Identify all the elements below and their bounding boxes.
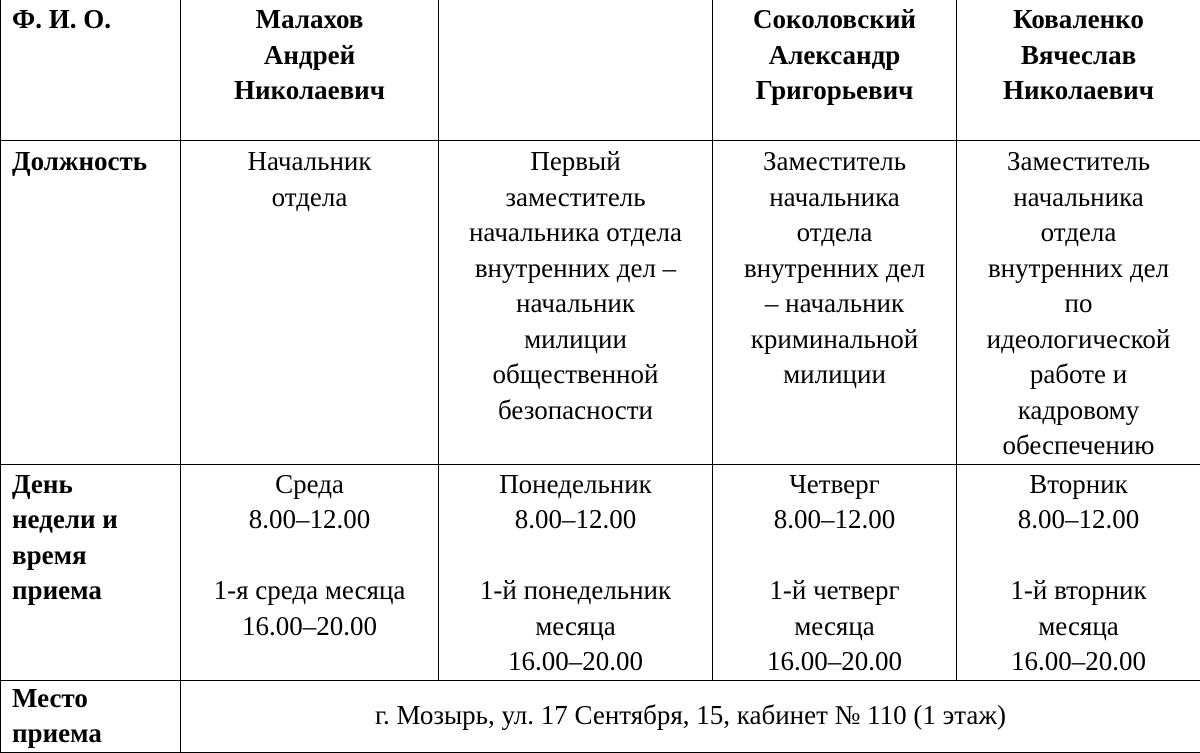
label-schedule-line: приема [12,573,178,609]
schedule-spacer [183,538,436,574]
weekly-hours-line: Среда [183,467,436,503]
weekly-hours-line: 8.00–12.00 [959,502,1198,538]
schedule-cell-3 [957,464,1200,680]
position-cell-0-line: Начальник [183,144,436,180]
position-cell-2-line: отдела [715,215,954,251]
position-cell-1-line: безопасности [441,393,710,429]
label-place-line: Место [12,681,178,717]
row-position [1,141,1200,465]
position-cell-3-line: Заместитель [959,144,1198,180]
schedule-spacer [441,538,710,574]
position-cell-1-line: общественной [441,357,710,393]
row-schedule [1,464,1200,680]
label-place [1,680,181,752]
position-cell-2-line: криминальной [715,322,954,358]
monthly-hours-line: 1-й вторник [959,573,1198,609]
weekly-hours-line: Понедельник [441,467,710,503]
name-cell-3 [957,0,1200,141]
position-cell-1-line: внутренних дел – [441,251,710,287]
name-cell-3-line: Николаевич [959,73,1198,109]
name-cell-3-line: Коваленко [959,2,1198,38]
position-cell-3-line: кадровому [959,393,1198,429]
position-cell-0-line: отдела [183,180,436,216]
position-cell-3-line: обеспечению [959,428,1198,464]
name-cell-2-line: Соколовский [715,2,954,38]
position-cell-2-line: Заместитель [715,144,954,180]
position-cell-3-line: идеологической [959,322,1198,358]
position-cell-3-line: начальника [959,180,1198,216]
position-cell-2-line: милиции [715,357,954,393]
label-schedule-line: День [12,467,178,503]
label-schedule-line: время [12,538,178,574]
monthly-hours-line: 16.00–20.00 [183,609,436,645]
weekly-hours-line: 8.00–12.00 [715,502,954,538]
position-cell-3-line: отдела [959,215,1198,251]
row-place [1,680,1200,752]
position-cell-2-line: внутренних дел [715,251,954,287]
place-value: г. Мозырь, ул. 17 Сентября, 15, кабинет № 110 (1 этаж) [181,680,1200,752]
name-cell-3-line: Вячеслав [959,38,1198,74]
monthly-hours-line: 1-й понедельник [441,573,710,609]
position-cell-0 [181,141,439,465]
monthly-hours-line: 16.00–20.00 [441,644,710,680]
position-cell-2-line: начальника [715,180,954,216]
label-fio: Ф. И. О. [1,0,181,141]
schedule-spacer [959,538,1198,574]
name-cell-1 [439,0,713,141]
position-cell-1-line: милиции [441,322,710,358]
position-cell-3-line: внутренних дел [959,251,1198,287]
schedule-cell-0 [181,464,439,680]
schedule-cell-2 [713,464,957,680]
monthly-hours-line: месяца [959,609,1198,645]
position-cell-3-line: по [959,286,1198,322]
schedule-cell-1 [439,464,713,680]
position-cell-1-line: начальник [441,286,710,322]
position-cell-1-line: начальника отдела [441,215,710,251]
position-cell-1 [439,141,713,465]
name-cell-2-line: Григорьевич [715,73,954,109]
label-place-line: приема [12,716,178,752]
monthly-hours-line: 16.00–20.00 [959,644,1198,680]
weekly-hours-line: Четверг [715,467,954,503]
monthly-hours-line: 1-я среда месяца [183,573,436,609]
name-cell-0-line: Малахов [183,2,436,38]
weekly-hours-line: Вторник [959,467,1198,503]
label-position-line: Должность [12,144,178,180]
weekly-hours-line: 8.00–12.00 [183,502,436,538]
monthly-hours-line: месяца [715,609,954,645]
position-cell-2 [713,141,957,465]
name-cell-2 [713,0,957,141]
name-cell-0-line: Николаевич [183,73,436,109]
position-cell-2-line: – начальник [715,286,954,322]
label-position [1,141,181,465]
row-fio [1,0,1200,141]
position-cell-3 [957,141,1200,465]
label-schedule-line: недели и [12,502,178,538]
weekly-hours-line: 8.00–12.00 [441,502,710,538]
position-cell-1-line: заместитель [441,180,710,216]
name-cell-0 [181,0,439,141]
name-cell-0-line: Андрей [183,38,436,74]
schedule-spacer [715,538,954,574]
name-cell-2-line: Александр [715,38,954,74]
monthly-hours-line: 16.00–20.00 [715,644,954,680]
monthly-hours-line: месяца [441,609,710,645]
monthly-hours-line: 1-й четверг [715,573,954,609]
position-cell-3-line: работе и [959,357,1198,393]
position-cell-1-line: Первый [441,144,710,180]
label-schedule [1,464,181,680]
